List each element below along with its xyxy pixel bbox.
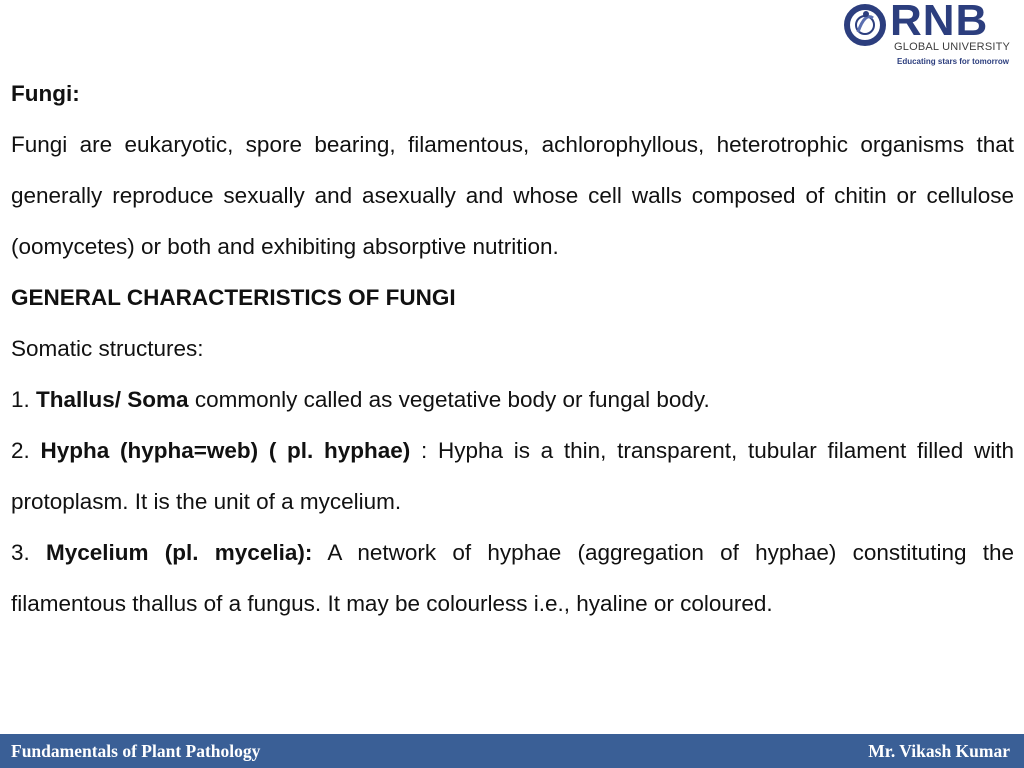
footer-course-title: Fundamentals of Plant Pathology — [11, 741, 261, 761]
item-term: Mycelium (pl. mycelia): — [46, 540, 313, 565]
list-item — [11, 374, 1014, 425]
footer-author: Mr. Vikash Kumar — [868, 741, 1010, 761]
logo-university-text: GLOBAL UNIVERSITY — [894, 41, 1011, 53]
item-text: A network of hyphae (aggregation of hyphae) constituting the filamentous thallus of a fungus. It may be colourless i.e., hyaline or coloured. — [11, 540, 1014, 616]
list-item — [11, 527, 1014, 629]
logo-brand-text: RNB — [890, 0, 989, 45]
slide-content — [11, 68, 1014, 629]
item-number: 2. — [11, 438, 30, 463]
somatic-subheading: Somatic structures: — [11, 336, 204, 361]
item-number: 1. — [11, 387, 30, 412]
fungi-definition: Fungi are eukaryotic, spore bearing, filamentous, achlorophyllous, heterotrophic organisms that generally reproduce sexually and asexually and whose cell walls composed of chitin or cellulose (oomycetes) or both and exhibiting absorptive nutrition. — [11, 132, 1014, 259]
list-item — [11, 425, 1014, 527]
item-text: : Hypha is a thin, transparent, tubular filament filled with protoplasm. It is the unit of a mycelium. — [11, 438, 1014, 514]
item-number: 3. — [11, 540, 30, 565]
fungi-heading: Fungi: — [11, 81, 80, 106]
logo-tagline: Educating stars for tomorrow — [897, 57, 1010, 66]
footer-bar — [0, 734, 1024, 768]
item-term: Hypha (hypha=web) ( pl. hyphae) — [40, 438, 411, 463]
section-title: GENERAL CHARACTERISTICS OF FUNGI — [11, 285, 456, 310]
rnb-emblem-icon — [842, 2, 888, 48]
item-term: Thallus/ Soma — [36, 387, 189, 412]
item-text: commonly called as vegetative body or fungal body. — [194, 387, 710, 412]
university-logo — [838, 0, 1024, 70]
